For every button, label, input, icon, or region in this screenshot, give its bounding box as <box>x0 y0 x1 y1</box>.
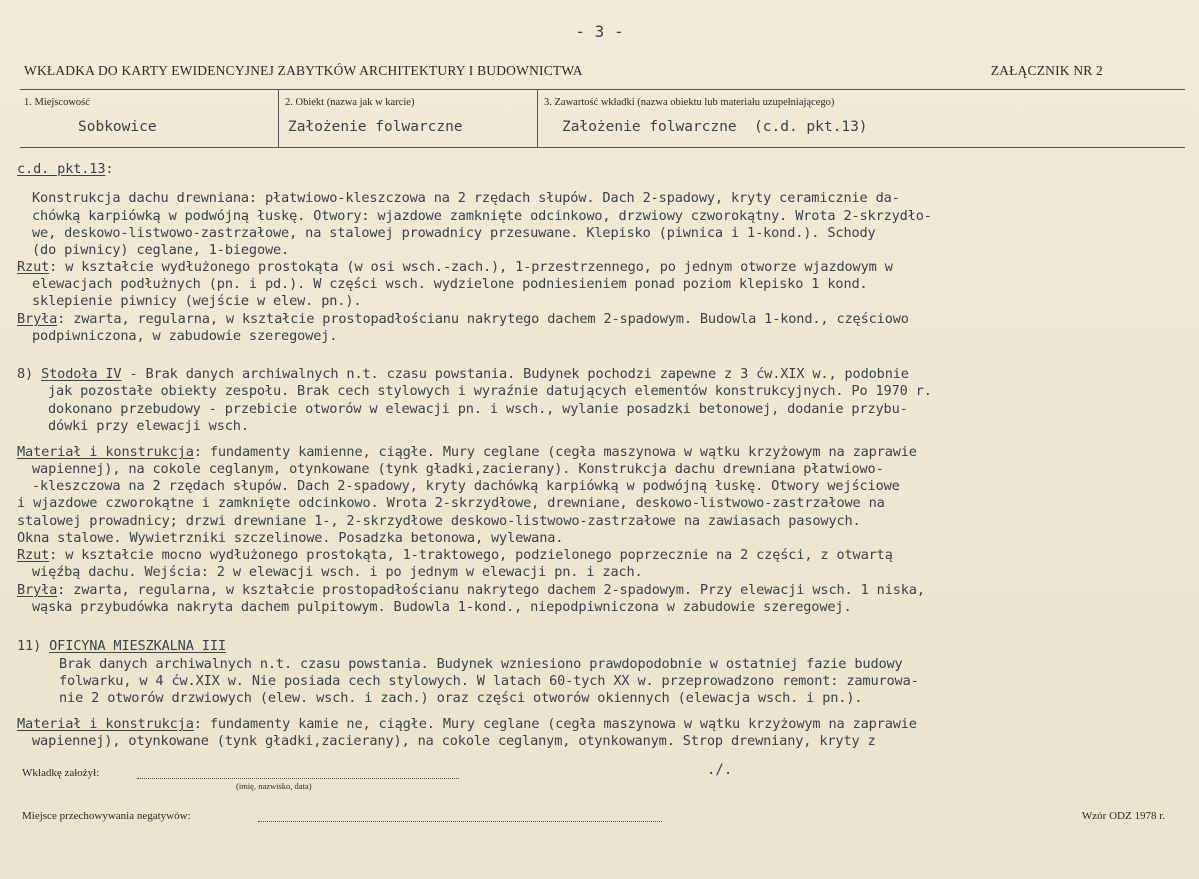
text-line: jak pozostałe obiekty zespołu. Brak cech stylowych i wyraźnie datujących elementów konstrukcyjnych. Po 1970 r. <box>48 383 932 399</box>
field-label-content: 3. Zawartość wkładki (nazwa obiektu lub materiału uzupełniającego) <box>544 97 835 108</box>
underlined-heading: Materiał i konstrukcja <box>17 444 194 460</box>
inserted-by-hint: (imię, nazwisko, data) <box>236 781 312 791</box>
negatives-line <box>258 821 662 822</box>
text-line: dokonano przebudowy - przebicie otworów w elewacji pn. i wsch., wylanie posadzki betonowej, dodanie przybu- <box>48 401 908 417</box>
text-line: Materiał i konstrukcja: fundamenty kamienne, ciągłe. Mury ceglane (cegła maszynowa w wątku krzyżowym na zaprawie <box>17 444 917 460</box>
text-line: podpiwniczona, w zabudowie szeregowej. <box>32 328 338 344</box>
text-line: wąska przybudówka nakryta dachem pulpitowym. Budowla 1-kond., niepodpiwniczona w zabudowie szeregowej. <box>32 599 852 615</box>
divider <box>20 147 1185 148</box>
text-line: folwarku, w 4 ćw.XIX w. Nie posiada cech stylowych. W latach 60-tych XX w. przeprowadzono remont: zamurowa- <box>59 673 919 689</box>
text-line: elewacjach podłużnych (pn. i pd.). W części wsch. wydzielone podniesieniem ponad poziom klepisko 1 kond. <box>32 276 868 292</box>
text-line: wapiennej), otynkowane (tynk gładki,zacierany), na cokole ceglanym, otynkowanym. Strop drewniany, kryty z <box>32 733 876 749</box>
text-line: Bryła: zwarta, regularna, w kształcie prostopadłościanu nakrytego dachem 2-spadowym. Przy elewacji wsch. 1 niska, <box>17 582 925 598</box>
text-line: Bryła: zwarta, regularna, w kształcie prostopadłościanu nakrytego dachem 2-spadowym. Budowla 1-kond., częściowo <box>17 311 909 327</box>
form-reference: Wzór ODZ 1978 r. <box>1081 810 1165 822</box>
negatives-label: Miejsce przechowywania negatywów: <box>22 810 191 822</box>
field-label-locality: 1. Miejscowość <box>24 97 90 108</box>
underlined-heading: Stodoła IV <box>41 366 122 382</box>
text-line: wapiennej), na cokole ceglanym, otynkowane (tynk gładki,zacierany). Konstrukcja dachu drewniana płatwiowo- <box>32 461 884 477</box>
text-line: 11) OFICYNA MIESZKALNA III <box>17 638 226 654</box>
inserted-by-label: Wkładkę założył: <box>22 767 100 779</box>
text-line: chówką karpiówką w podwójną łuskę. Otwory: wjazdowe zamknięte odcinkowo, drzwiowy czworokątny. Wrota 2-skrzydło- <box>32 208 932 224</box>
signature-line <box>137 778 459 779</box>
underlined-heading: c.d. pkt.13 <box>17 161 106 177</box>
divider <box>278 89 279 147</box>
field-value-content: Założenie folwarczne (c.d. pkt.13) <box>562 119 868 135</box>
text-line: Okna stalowe. Wywietrzniki szczelinowe. Posadzka betonowa, wylewana. <box>17 530 564 546</box>
divider <box>537 89 538 147</box>
text-line: sklepienie piwnicy (wejście w elew. pn.). <box>32 293 362 309</box>
text-line: Konstrukcja dachu drewniana: płatwiowo-kleszczowa na 2 rzędach słupów. Dach 2-spadowy, kryty ceramicznie da- <box>32 190 900 206</box>
underlined-heading: Rzut <box>17 259 50 275</box>
form-title: WKŁADKA DO KARTY EWIDENCYJNEJ ZABYTKÓW ARCHITEKTURY I BUDOWNICTWA <box>24 63 583 78</box>
attachment-label: ZAŁĄCZNIK NR 2 <box>990 63 1103 78</box>
continuation-mark: ./. <box>707 762 733 778</box>
underlined-heading: Bryła <box>17 582 58 598</box>
text-line: dówki przy elewacji wsch. <box>48 418 249 434</box>
text-line: Brak danych archiwalnych n.t. czasu powstania. Budynek wzniesiono prawdopodobnie w ostatniej fazie budowy <box>59 656 903 672</box>
field-value-locality: Sobkowice <box>78 119 157 135</box>
text-line: (do piwnicy) ceglane, 1-biegowe. <box>32 242 290 258</box>
text-line: Rzut: w kształcie wydłużonego prostokąta (w osi wsch.-zach.), 1-przestrzennego, po jednym otworze wjazdowym w <box>17 259 893 275</box>
field-label-object: 2. Obiekt (nazwa jak w karcie) <box>285 97 415 108</box>
divider <box>20 89 1185 90</box>
page-number: - 3 - <box>575 22 624 41</box>
text-line: -kleszczowa na 2 rzędach słupów. Dach 2-spadowy, kryty dachówką karpiówką w podwójną łuskę. Otwory wejściowe <box>32 478 900 494</box>
text-line: Rzut: w kształcie mocno wydłużonego prostokąta, 1-traktowego, podzielonego poprzecznie na 2 części, z otwartą <box>17 547 893 563</box>
underlined-heading: Rzut <box>17 547 50 563</box>
text-line: c.d. pkt.13: <box>17 161 114 177</box>
text-line: i wjazdowe czworokątne i zamknięte odcinkowo. Wrota 2-skrzydłowe, drewniane, deskowo-listwowo-zastrzałowe na <box>17 495 885 511</box>
text-line: stalowej prowadnicy; drzwi drewniane 1-, 2-skrzydłowe deskowo-listwowo-zastrzałowe na zawiasach pasowych. <box>17 513 861 529</box>
underlined-heading: Materiał i konstrukcja <box>17 716 194 732</box>
underlined-heading: Bryła <box>17 311 58 327</box>
underlined-heading: OFICYNA MIESZKALNA III <box>49 638 226 654</box>
text-line: Materiał i konstrukcja: fundamenty kamie ne, ciągłe. Mury ceglane (cegła maszynowa w wątku krzyżowym na zaprawie <box>17 716 917 732</box>
text-line: we, deskowo-listwowo-zastrzałowe, na stalowej prowadnicy przesuwane. Klepisko (piwnica i 1-kond.). Schody <box>32 225 876 241</box>
text-line: więźbą dachu. Wejścia: 2 w elewacji wsch. i po jednym w elewacji pn. i zach. <box>32 564 643 580</box>
text-line: 8) Stodoła IV - Brak danych archiwalnych n.t. czasu powstania. Budynek pochodzi zapewne z 3 ćw.XIX w., podobnie <box>17 366 909 382</box>
field-value-object: Założenie folwarczne <box>288 119 463 135</box>
text-line: nie 2 otworów drzwiowych (elew. wsch. i zach.) oraz części otworów okiennych (elewacja wsch. i pn.). <box>59 690 863 706</box>
